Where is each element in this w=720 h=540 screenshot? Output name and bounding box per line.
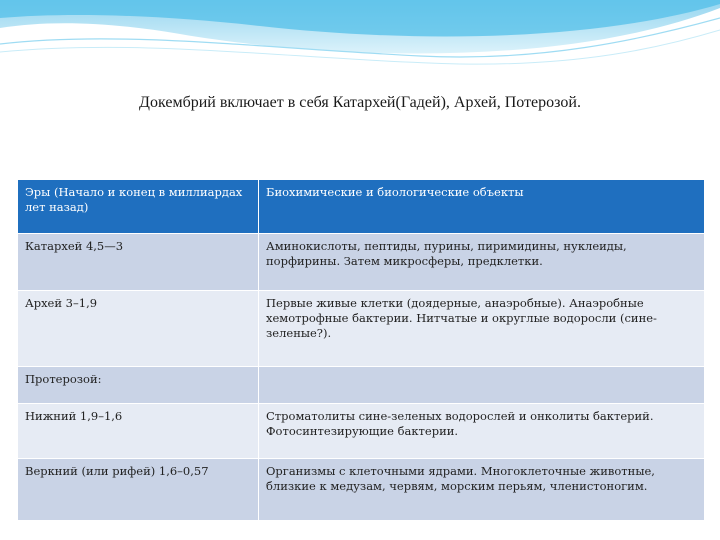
header-objects: Биохимические и биологические объекты [259,180,705,234]
table-row [18,234,705,291]
era-objects: Первые живые клетки (доядерные, анаэробные). Анаэробные хемотрофные бактерии. Нитчатые и округлые водоросли (сине-зеленые?). [259,291,705,367]
era-name: Архей 3–1,9 [18,291,259,367]
table-header-row [18,180,705,234]
slide-title: Докембрий включает в себя Катархей(Гадей), Архей, Потерозой. [139,94,581,111]
eras-table [17,179,705,521]
table-row [18,291,705,367]
era-name: Катархей 4,5—3 [18,234,259,291]
table-row [18,367,705,404]
era-objects [259,367,705,404]
era-name: Нижний 1,9–1,6 [18,404,259,459]
table-row [18,404,705,459]
era-objects: Строматолиты сине-зеленых водорослей и онколиты бактерий. Фотосинтезирующие бактерии. [259,404,705,459]
era-objects: Аминокислоты, пептиды, пурины, пиримидины, нуклеиды, порфирины. Затем микросферы, предклетки. [259,234,705,291]
era-name: Веркний (или рифей) 1,6–0,57 [18,459,259,521]
table-row [18,459,705,521]
era-name: Протерозой: [18,367,259,404]
decorative-wave-header [0,0,720,80]
era-objects: Организмы с клеточными ядрами. Многоклеточные животные, близкие к медузам, червям, морским перьям, членистоногим. [259,459,705,521]
header-eras: Эры (Начало и конец в миллиардах лет назад) [18,180,259,234]
